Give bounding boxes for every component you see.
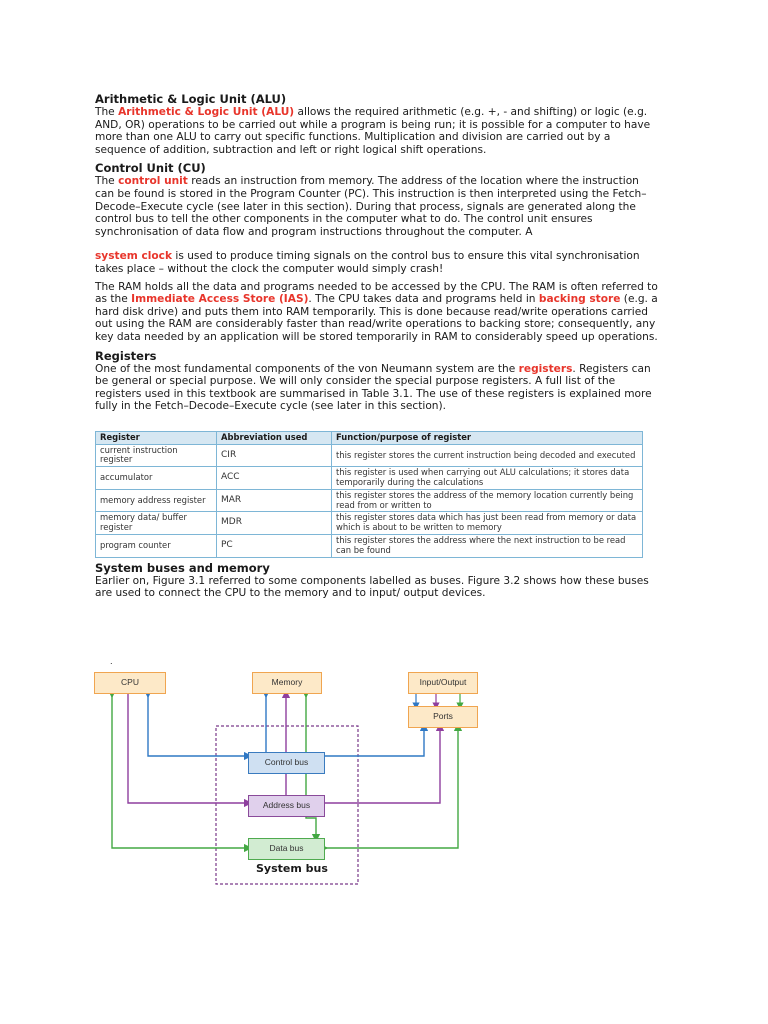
table-cell: this register stores the address where the next instruction to be read can be found	[332, 535, 643, 558]
table-cell: CIR	[217, 444, 332, 467]
io-port-links	[416, 694, 460, 706]
registers-term: registers	[518, 362, 573, 375]
table-header: Register	[96, 431, 217, 444]
buses-heading: System buses and memory	[95, 560, 270, 575]
table-cell: MDR	[217, 512, 332, 535]
table-cell: program counter	[96, 535, 217, 558]
cu-paragraph: The control unit reads an instruction from memory. The address of the location where the instruction can be found is stored in the Program Counter (PC). This instruction is then interpreted using the Fetch–Decode–Execute cycle (see later in this section). During that process, signals are generated along the control bus to tell the other components in the computer what to do. The control unit ensures synchronisation of data flow and program instructions throughout the computer. A	[95, 175, 647, 238]
alu-heading: Arithmetic & Logic Unit (ALU)	[95, 92, 287, 106]
cpu-box: CPU	[94, 672, 166, 694]
table-cell: this register stores data which has just been read from memory or data which is about to be written to memory	[332, 512, 643, 535]
table-cell: this register stores the address of the memory location currently being read from or written to	[332, 489, 643, 512]
registers-heading: Registers	[95, 348, 157, 363]
registers-paragraph: One of the most fundamental components of the von Neumann system are the registers. Registers can be general or special purpose. We will only consider the special purpose registers. A full list of the registers used in this textbook are summarised in Table 3.1. The use of these registers is explained more fully in the Fetch–Decode–Execute cycle (see later in this section).	[95, 362, 652, 413]
address-bus-box: Address bus	[248, 795, 325, 817]
table-cell: PC	[217, 535, 332, 558]
address-bus-lines	[128, 694, 440, 803]
input-output-box: Input/Output	[408, 672, 478, 694]
clock-paragraph: system clock is used to produce timing signals on the control bus to ensure this vital synchronisation takes place – without the clock the computer would simply crash!	[95, 250, 640, 275]
table-header: Abbreviation used	[217, 431, 332, 444]
table-cell: ACC	[217, 467, 332, 490]
table-cell: this register is used when carrying out ALU calculations; it stores data temporarily during the calculations	[332, 467, 643, 490]
table-cell: this register stores the current instruction being decoded and executed	[332, 444, 643, 467]
clock-term: system clock	[95, 250, 173, 263]
table-cell: accumulator	[96, 467, 217, 490]
backing-store-term: backing store	[538, 293, 621, 306]
cu-term: control unit	[118, 175, 188, 188]
stray-dot: .	[110, 657, 113, 666]
table-cell: current instruction register	[96, 444, 217, 467]
system-bus-label: System bus	[256, 862, 328, 875]
control-bus-box: Control bus	[248, 752, 325, 774]
table-cell: memory data/ buffer register	[96, 512, 217, 535]
buses-paragraph: Earlier on, Figure 3.1 referred to some components labelled as buses. Figure 3.2 shows how these buses are used to connect the CPU to the memory and to input/ output devices.	[95, 574, 649, 600]
ias-term: Immediate Access Store (IAS)	[131, 293, 309, 306]
memory-box: Memory	[252, 672, 322, 694]
alu-paragraph: The Arithmetic & Logic Unit (ALU) allows the required arithmetic (e.g. +, - and shifting) or logic (e.g. AND, OR) operations to be carried out while a program is being run; it is possible for a computer to have more than one ALU to carry out specific functions. Multiplication and division are carried out by a sequence of addition, subtraction and left or right logical shift operations.	[95, 106, 651, 156]
table-cell: memory address register	[96, 489, 217, 512]
ports-box: Ports	[408, 706, 478, 728]
cu-heading: Control Unit (CU)	[95, 161, 206, 176]
table-cell: MAR	[217, 489, 332, 512]
ram-paragraph: The RAM holds all the data and programs needed to be accessed by the CPU. The RAM is often referred to as the Immediate Access Store (IAS). The CPU takes data and programs held in backing store (e.g. a hard disk drive) and puts them into RAM temporarily. This is done because read/write operations carried out using the RAM are considerably faster than read/write operations to backing store; consequently, any key data needed by an application will be stored temporarily in RAM to considerably speed up operations.	[95, 280, 658, 343]
alu-term: Arithmetic & Logic Unit (ALU)	[118, 106, 295, 118]
table-header: Function/purpose of register	[332, 431, 643, 444]
data-bus-box: Data bus	[248, 838, 325, 860]
